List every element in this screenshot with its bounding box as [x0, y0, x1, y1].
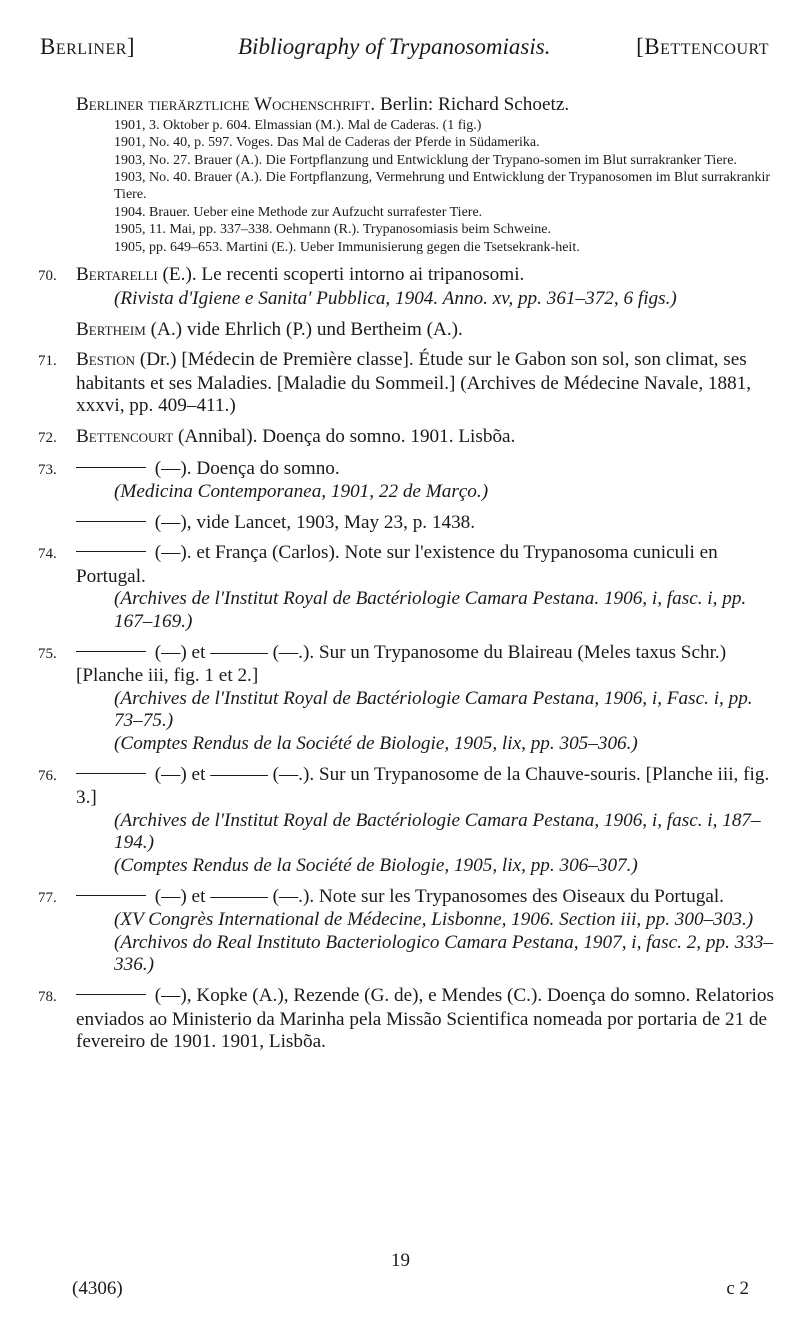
entry-citation: (XV Congrès International de Médecine, Lisbonne, 1906. Section iii, pp. 300–303.): [114, 909, 754, 931]
entry-author: Bestion: [76, 349, 136, 371]
entry-text: (Annibal). Doença do somno. 1901. Lisbõa.: [173, 425, 516, 447]
entry-text: (—), Kopke (A.), Rezende (G. de), e Mendes (C.). Doença do somno. Relatorios enviados ao Ministerio da Marinha pela Missão Scientifica nomeada por portaria de 21 de fevereiro de 1901. 1901, Lisbõa.: [76, 984, 774, 1053]
bibliography-entry: [38, 985, 778, 1054]
running-header: [40, 34, 769, 70]
entry-number: 74.: [38, 546, 57, 563]
print-code: (4306): [72, 1278, 123, 1299]
journal-article-line: 1905, pp. 649–653. Martini (E.). Ueber Immunisierung gegen die Tsetsekrank-heit.: [114, 239, 580, 255]
bibliography-entry: [38, 94, 778, 256]
bibliography-entry: [38, 642, 778, 756]
bibliography-entry: [38, 542, 778, 633]
journal-article-line: 1904. Brauer. Ueber eine Methode zur Aufzucht surrafester Tiere.: [114, 204, 483, 220]
header-title: Bibliography of Trypanosomiasis.: [238, 34, 551, 59]
entry-number: 71.: [38, 353, 57, 370]
journal-article-line: 1905, 11. Mai, pp. 337–338. Oehmann (R.). Trypanosomiasis beim Schweine.: [114, 222, 551, 238]
entry-citation: (Comptes Rendus de la Société de Biologie, 1905, lix, pp. 305–306.): [114, 733, 638, 755]
entry-author: Bettencourt: [76, 425, 174, 447]
bibliography-entry: [38, 319, 778, 342]
entry-author: Berliner tierärztliche Wochenschrift.: [76, 94, 376, 115]
bibliography-entry: [38, 458, 778, 504]
journal-article-line: 1901, No. 40, p. 597. Voges. Das Mal de Caderas der Pferde in Südamerika.: [114, 135, 540, 151]
bibliography-entry: [38, 886, 778, 977]
entry-citation: (Archives de l'Institut Royal de Bactériologie Camara Pestana. 1906, i, fasc. i, pp. 167–169.): [114, 588, 747, 633]
journal-article-line: 1903, No. 27. Brauer (A.). Die Fortpflanzung und Entwicklung der Trypano-somen im Blut surrakranker Tiere.: [114, 152, 737, 168]
journal-article-line: 1903, No. 40. Brauer (A.). Die Fortpflanzung, Vermehrung und Entwicklung der Trypanosomen im Blut surrakrankir Tiere.: [114, 170, 771, 202]
bibliography-entry: [38, 512, 778, 535]
entry-author: Bertarelli: [76, 264, 158, 286]
entry-text: (—) et ——— (—.). Sur un Trypanosome de la Chauve-souris. [Planche iii, fig. 3.]: [76, 763, 770, 809]
entry-text: (—) et ——— (—.). Sur un Trypanosome du Blaireau (Meles taxus Schr.) [Planche iii, fig. 1 et 2.]: [76, 641, 727, 687]
journal-article-line: 1901, 3. Oktober p. 604. Elmassian (M.). Mal de Caderas. (1 fig.): [114, 117, 482, 133]
entry-citation: (Medicina Contemporanea, 1901, 22 de Março.): [114, 481, 489, 503]
entry-number: 75.: [38, 645, 57, 662]
entry-text: Berlin: Richard Schoetz.: [375, 94, 570, 115]
entry-citation: (Archivos do Real Instituto Bacteriologico Camara Pestana, 1907, i, fasc. 2, pp. 333–336.): [114, 931, 774, 976]
bibliography-entry: [38, 349, 778, 418]
entry-citation: (Archives de l'Institut Royal de Bactériologie Camara Pestana, 1906, i, fasc. i, 187–194.): [114, 809, 761, 854]
entry-author: Bertheim: [76, 318, 146, 340]
header-right: [Bettencourt: [636, 34, 769, 59]
signature-mark: c 2: [726, 1278, 749, 1299]
header-left: Berliner]: [40, 34, 136, 59]
ditto-rule: [76, 994, 146, 995]
entry-text: (—). Doença do somno.: [150, 457, 340, 479]
entry-number: 76.: [38, 767, 57, 784]
ditto-rule: [76, 773, 146, 774]
ditto-rule: [76, 651, 146, 652]
entry-text: (—) et ——— (—.). Note sur les Trypanosomes des Oiseaux du Portugal.: [150, 885, 724, 907]
entry-citation: (Comptes Rendus de la Société de Biologie, 1905, lix, pp. 306–307.): [114, 855, 638, 876]
entry-text: (E.). Le recenti scoperti intorno ai tripanosomi.: [157, 264, 525, 286]
entry-text: (—). et França (Carlos). Note sur l'existence du Trypanosoma cuniculi en Portugal.: [76, 542, 718, 587]
bibliography-entry: [38, 764, 778, 878]
bibliography-entry: [38, 426, 778, 450]
entry-number: 78.: [38, 988, 57, 1005]
ditto-rule: [76, 467, 146, 468]
entry-number: 72.: [38, 429, 57, 446]
ditto-rule: [76, 521, 146, 522]
entry-text: (Dr.) [Médecin de Première classe]. Étude sur le Gabon son sol, son climat, ses habitants et ses Maladies. [Maladie du Sommeil.] (Archives de Médecine Navale, 1881, xxxvi, pp. 409–411.): [76, 349, 752, 417]
entry-citation: (Rivista d'Igiene e Sanita' Pubblica, 1904. Anno. xv, pp. 361–372, 6 figs.): [114, 287, 677, 309]
ditto-rule: [76, 551, 146, 552]
entry-number: 73.: [38, 461, 57, 478]
bibliography-entry: [38, 264, 778, 310]
entry-citation: (Archives de l'Institut Royal de Bactériologie Camara Pestana, 1906, i, Fasc. i, pp. 73–75.): [114, 687, 753, 732]
entry-text: (A.) vide Ehrlich (P.) und Bertheim (A.).: [145, 318, 463, 340]
page-number: 19: [391, 1250, 410, 1271]
entry-number: 77.: [38, 889, 57, 906]
bibliography-entries: [38, 94, 778, 1062]
ditto-rule: [76, 895, 146, 896]
entry-number: 70.: [38, 268, 57, 285]
entry-text: (—), vide Lancet, 1903, May 23, p. 1438.: [150, 511, 476, 533]
